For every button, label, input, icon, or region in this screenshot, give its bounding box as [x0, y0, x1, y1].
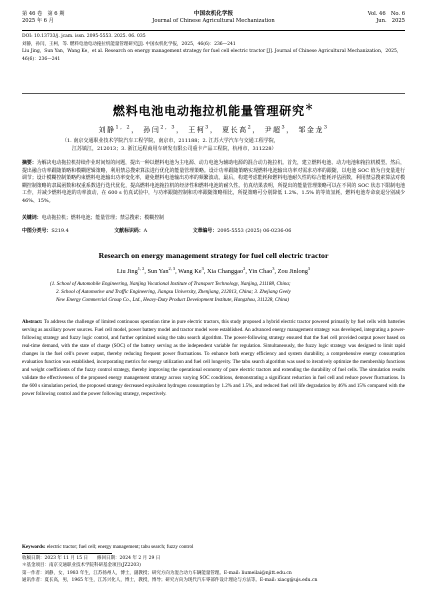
doc-code	[114, 228, 169, 234]
author-cn	[298, 126, 328, 134]
authors-cn: 刘静$^{1,2}$， 孙闫$^{2,3}$， 王柯$^3$， 夏长高$^2$， 尹超$^3$， 邹金龙$^3$	[98, 124, 329, 134]
author-en	[277, 265, 311, 275]
affiliation-en-line: 2. School of Automotive and Traffic Engineering, Jiangsu University, Zhenjiang, 212013, China; 3. Zhejiang Geely	[56, 289, 291, 296]
doi: DOI: 10.13733/j. jcam. issn. 2095-5553. 2025. 06. 035	[22, 34, 146, 39]
keywords-cn-text: 电动拖拉机；燃料电池；能量管理；禁忌搜索；模糊控制	[41, 215, 164, 221]
abstract-en	[22, 318, 405, 398]
author-cn-name: 夏长高	[222, 126, 248, 134]
clc-number	[22, 228, 91, 234]
title-fund-mark: ＊	[304, 102, 315, 112]
author-en-name: Zou Jinlong	[277, 268, 308, 275]
affiliation-cn-line: （1. 南京交通职业技术学院汽车工程学院，南京市，211188；2. 江苏大学汽车与交通工程学院，	[62, 138, 279, 144]
abstract-cn-label: 摘要：	[22, 160, 37, 166]
author-cn-name: 孙闫	[143, 126, 161, 134]
header-center	[22, 11, 405, 25]
abstract-cn-text: 为解决电动拖拉机持续作业时间短的问题，提出一种以燃料电池为主电源、动力电池为辅助电源的混合动力拖拉机。首先，建立燃料电池、动力电池和拖拉机模型。然后，提出融合功率跟随策略和模糊逻辑策略，利用禁忌搜索算法进行优化的能量管理策略。设计功率跟随策略实现燃料电池输出功率对需求功率的跟随，以电池 SOC 值为自变量进行调节；设计模糊控制策略约束燃料电池输出功率变化率，避免燃料电池输出功率的频繁波动。最后，构建考虑能耗和燃料电池耐久性的综合能耗评估函数，利用禁忌搜索算法对模糊控制策略的隶属函数和权重系数进行迭代优化，提高燃料电池拖拉机的经济性和燃料电池的耐久性。仿真结果表明，所提出的能量管理策略可以在不同的 SOC 状态下限制电池工作，并减少燃料电池的功率波动，在 600 s 仿真试验中，与功率跟随控制和功率跟随策略相比，所提策略可分别降低 1.2%、1.5% 的等效氢耗，燃料电池寿命衰退分别减少 46%、15%。	[22, 160, 405, 204]
header-date-cn: 2025 年 6 月	[22, 18, 54, 24]
author-en	[178, 265, 204, 275]
author-en	[248, 265, 275, 275]
doc-code-value: A	[143, 228, 148, 234]
received-dates: 收稿日期：2023 年 11 月 15 日 修回日期：2024 年 2 月 29 日	[22, 556, 161, 561]
first-author-note: 第一作者：刘静，女，1983 年生，江苏扬州人，博士，副教授；研究方向为混合动力车辆能量管理。E-mail: liumeilai@njitt.edu.cn	[22, 570, 292, 576]
keywords-cn-label: 关键词：	[22, 215, 42, 221]
clc-label: 中图分类号：	[22, 228, 52, 234]
journal-name-en: Journal of Chinese Agricultural Mechanization	[152, 18, 275, 24]
footnote-rule	[22, 553, 112, 554]
affiliations-en	[50, 280, 387, 304]
fund-note: ＊基金项目：南京交通职业技术学院科研基金项目(JZ2203)	[22, 563, 141, 569]
author-cn	[264, 126, 286, 134]
author-en-name: Yin Chao	[248, 268, 273, 275]
author-cn-sup: 3	[281, 124, 287, 131]
author-en-sup: 1, 2	[137, 265, 145, 271]
citation-cn: 刘静，孙闫，王柯，等. 燃料电池电动拖拉机能量管理研究[J]. 中国农机化学报，2025，46(6)：236—241	[22, 41, 236, 47]
article-id	[193, 228, 314, 234]
author-cn-sup: 1，2	[115, 124, 132, 131]
header-rule	[22, 30, 405, 31]
footnotes	[22, 555, 405, 585]
author-cn-sup: 2	[247, 124, 253, 131]
author-en	[116, 265, 145, 275]
author-cn	[222, 126, 252, 134]
affiliation-en-line: (1. School of Automobile Engineering, Nanjing Vocational Institute of Transport Technology, Nanjing, 211188, China;	[50, 281, 291, 287]
abstract-en-label: Abstract:	[22, 319, 43, 325]
keywords-en-label: Keywords:	[22, 544, 46, 550]
keywords-cn	[22, 215, 405, 222]
affiliation-en-line: New Energy Commercial Group Co., Ltd., Heavy-Duty Product Development Institute, Hangzhou, 311228, China)	[56, 297, 290, 304]
author-cn-name: 王柯	[188, 126, 206, 134]
authors-en: Liu Jing$^{1, 2}$, Sun Yan$^{2, 3}$, Wang Ke$^3$, Xia Changgao$^2$, Yin Chao$^3$, Zou Jinlong$^3$	[116, 265, 311, 275]
header-volume-cn: 第 46 卷 第 6 期	[22, 11, 65, 17]
author-cn	[188, 126, 210, 134]
keywords-en	[22, 544, 405, 551]
author-en-name: Sun Yan	[147, 268, 169, 275]
author-cn-sup: 2，3	[160, 124, 177, 131]
author-en-sup: 2	[243, 265, 246, 271]
author-cn-sup: 3	[205, 124, 210, 131]
author-en-sup: 3	[201, 265, 204, 271]
article-meta-cn	[22, 228, 405, 235]
author-cn-name: 刘静	[98, 126, 116, 134]
clc-value: S219.4	[51, 228, 69, 234]
author-en-name: Xia Changgao	[206, 268, 244, 275]
title-cn-text: 燃料电池电动拖拉机能量管理研究	[112, 104, 305, 118]
corresponding-author-note: 通讯作者：夏长高，男，1965 年生，江苏兴化人，博士，教授，博导；研究方向为现代汽车零部件设计理论与方法等。E-mail: xiacg@ujs.edu.cn	[22, 578, 318, 584]
author-cn	[99, 126, 132, 134]
title-en: Research on energy management strategy for fuel cell electric tractor	[98, 251, 329, 260]
affiliation-cn-line: 江苏镇江，212013；3. 浙江远程商用车研发有限公司重卡产品工程院，杭州市，311228）	[72, 145, 277, 152]
affiliations-cn	[62, 138, 379, 153]
citation-block	[22, 33, 405, 63]
header-volume-en: Vol. 46 No. 6	[367, 11, 405, 17]
title-cn	[0, 102, 427, 119]
citation-en: Liu Jing，Sun Yan，Wang Ke，et al. Research on energy management strategy for fuel cell electric tractor [J]. Journal of Chinese Agricultural Mechanization，2025，46(6)：236—241	[22, 49, 402, 62]
article-id-label: 文章编号：	[192, 228, 218, 234]
abstract-en-text: To address the challenge of limited continuous operation time in pure electric tractors, this study proposed a hybrid electric tractor powered primarily by fuel cells with batteries serving as auxiliary power sources. Fuel cell model, power battery model and tractor model were established. An advanced energy management strategy was developed, integrating a power-following strategy and fuzzy logic control, and further optimized using the tabu search algorithm. The power-following strategy ensured that the fuel cell provided output power based on real-time demand, with the state of charge (SOC) of the battery serving as the independent variable for regulation. Simultaneously, the fuzzy logic strategy was designed to limit rapid changes in the fuel cell's power output, thereby reducing frequent power fluctuations. To enhance both energy efficiency and system durability, a comprehensive energy consumption evaluation function was established, incorporating metrics for energy utilization and fuel cell longevity. The tabu search algorithm was used to iteratively optimize the membership functions and weight coefficients of the fuzzy control strategy, thereby improving the operational economy of pure electric tractors and extending the durability of fuel cells. The simulation results validate the effectiveness of the proposed energy management strategy across varying SOC conditions, demonstrating a significant reduction in fuel cell and reduce power fluctuations. In the 600 s simulation period, the proposed strategy decreased equivalent hydrogen consumption by 1.2% and 1.5%, and reduced fuel cell life degradation by 46% and 15% compared with the power following control and the power following strategy, respectively.	[22, 319, 405, 397]
abstract-cn	[22, 160, 405, 205]
author-cn-sup: 3	[323, 124, 329, 131]
author-en	[206, 265, 246, 275]
author-en-name: Liu Jing	[116, 268, 138, 275]
keywords-en-text: electric tractor; fuel cell; energy management; tabu search; fuzzy control	[46, 544, 194, 550]
article-id-value: 2095-5553 (2025) 06-0236-06	[217, 228, 292, 234]
author-en	[147, 265, 176, 275]
author-en-sup: 3	[272, 265, 275, 271]
author-cn-name: 邹金龙	[298, 126, 324, 134]
header-date-en: Jun. 2025	[376, 18, 405, 24]
doc-code-label: 文献标识码：	[114, 228, 144, 234]
author-en-name: Wang Ke	[178, 268, 202, 275]
author-cn	[143, 126, 176, 134]
header-right	[368, 11, 405, 25]
journal-name-cn: 中国农机化学报	[193, 11, 234, 17]
citation-rule	[22, 93, 405, 94]
author-en-sup: 3	[307, 265, 311, 271]
author-cn-name: 尹超	[264, 126, 282, 134]
author-en-sup: 2, 3	[168, 265, 176, 271]
